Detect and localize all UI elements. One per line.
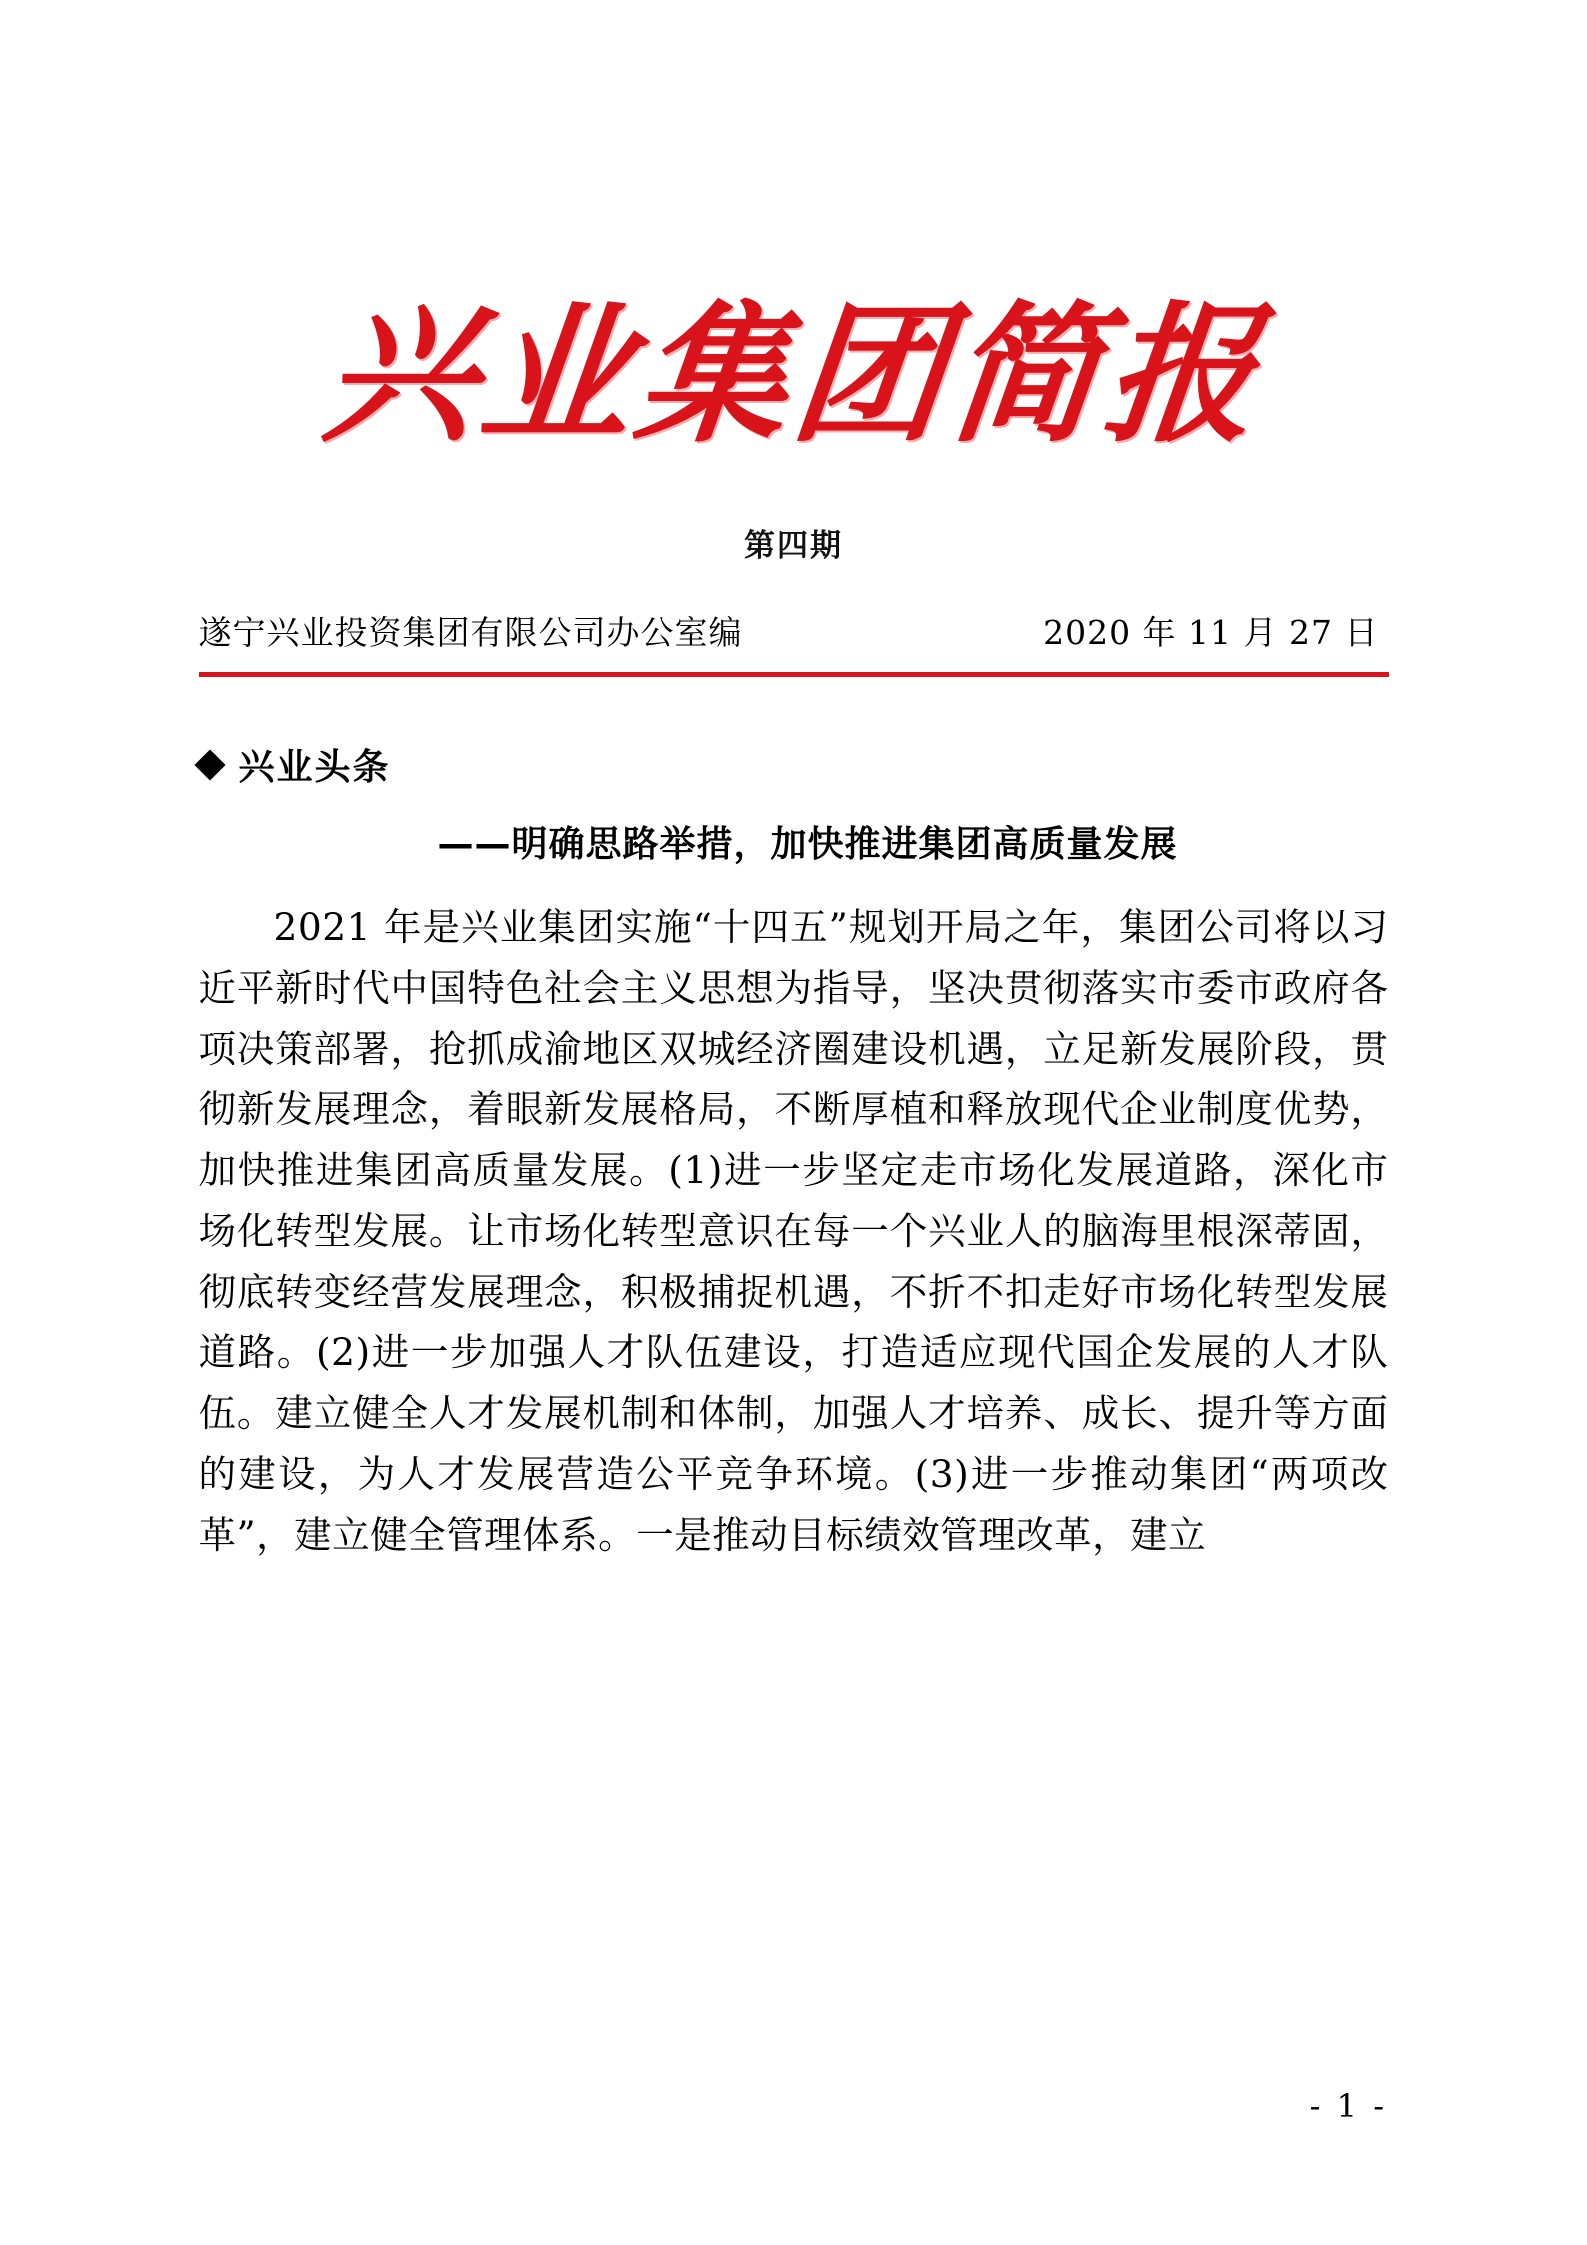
- diamond-icon: [194, 749, 225, 780]
- article-subheading: ——明确思路举措，加快推进集团高质量发展: [437, 824, 1178, 865]
- section-heading: [199, 739, 1389, 790]
- article-body: [199, 677, 1389, 1565]
- issue-number: 第四期: [744, 528, 843, 564]
- page-number: - 1 -: [1309, 2087, 1387, 2125]
- section-heading-label: 兴业头条: [238, 747, 391, 788]
- masthead-info-row: [199, 607, 1389, 654]
- article-paragraph: 2021 年是兴业集团实施“十四五”规划开局之年，集团公司将以习近平新时代中国特色社会主义思想为指导，坚决贯彻落实市委市政府各项决策部署，抢抓成渝地区双城经济圈建设机遇，立足新发展阶段，贯彻新发展理念，着眼新发展格局，不断厚植和释放现代企业制度优势，加快推进集团高质量发展。(1)进一步坚定走市场化发展道路，深化市场化转型发展。让市场化转型意识在每一个兴业人的脑海里根深蒂固，彻底转变经营发展理念，积极捕捉机遇，不折不扣走好市场化转型发展道路。(2)进一步加强人才队伍建设，打造适应现代国企发展的人才队伍。建立健全人才发展机制和体制，加强人才培养、成长、提升等方面的建设，为人才发展营造公平竞争环境。(3)进一步推动集团“两项改革”，建立健全管理体系。一是推动目标绩效管理改革，建立: [198, 905, 1389, 1557]
- publication-date: 2020 年 11 月 27 日: [1043, 613, 1379, 652]
- masthead: [294, 0, 1294, 565]
- masthead-title: 兴业集团简报: [316, 287, 1271, 463]
- publisher-label: 遂宁兴业投资集团有限公司办公室编: [198, 613, 743, 652]
